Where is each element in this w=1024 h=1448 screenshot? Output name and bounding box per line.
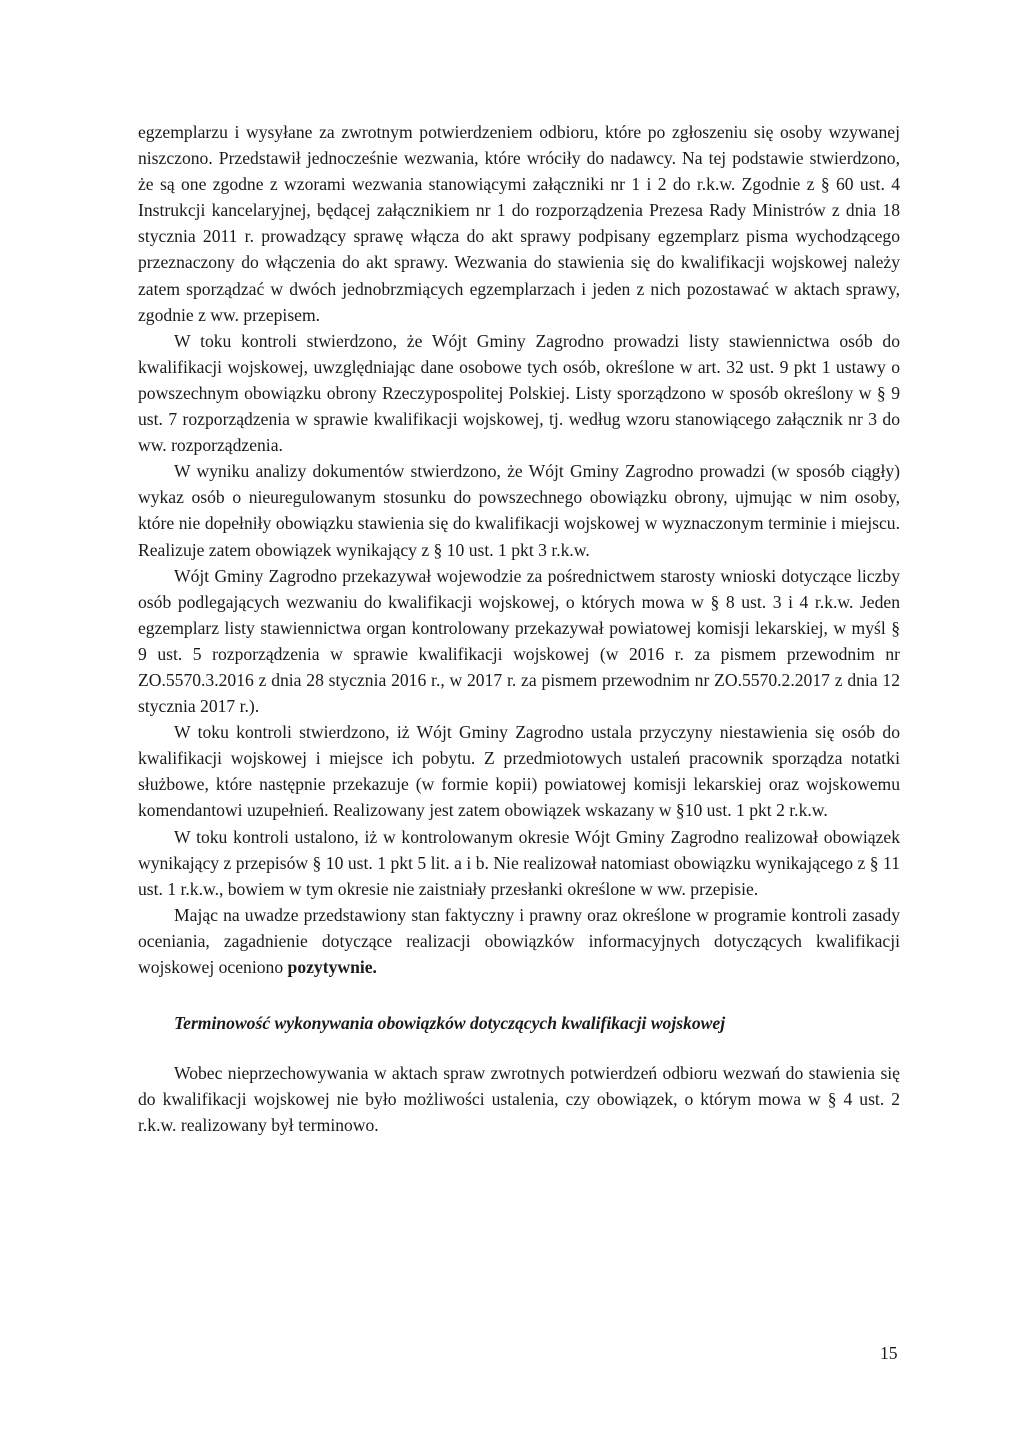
paragraph-6: W toku kontroli ustalono, iż w kontrolowanym okresie Wójt Gminy Zagrodno realizował obowiązek wynikający z przepisów § 10 ust. 1 pkt 5 lit. a i b. Nie realizował natomiast obowiązku wynikającego z § 11 ust. 1 r.k.w., bowiem w tym okresie nie zaistniały przesłanki określone w ww. przepisie. (138, 826, 900, 899)
paragraph-7 (138, 902, 900, 980)
section-heading: Terminowość wykonywania obowiązków dotyczących kwalifikacji wojskowej (174, 1013, 726, 1034)
paragraph-1: egzemplarzu i wysyłane za zwrotnym potwierdzeniem odbioru, które po zgłoszeniu się osoby wzywanej niszczono. Przedstawił jednocześnie wezwania, które wróciły do nadawcy. Na tej podstawie stwierdzono, że są one zgodne z wzorami wezwania stanowiącymi załączniki nr 1 i 2 do r.k.w. Zgodnie z § 60 ust. 4 Instrukcji kancelaryjnej, będącej załącznikiem nr 1 do rozporządzenia Prezesa Rady Ministrów z dnia 18 stycznia 2011 r. prowadzący sprawę włącza do akt sprawy podpisany egzemplarz pisma wychodzącego przeznaczony do włączenia do akt sprawy. Wezwania do stawienia się do kwalifikacji wojskowej należy zatem sporządzać w dwóch jednobrzmiących egzemplarzach i jeden z nich pozostawać w aktach sprawy, zgodnie z ww. przepisem. (138, 122, 900, 325)
paragraph-3: W wyniku analizy dokumentów stwierdzono, że Wójt Gminy Zagrodno prowadzi (w sposób ciągły) wykaz osób o nieuregulowanym stosunku do powszechnego obowiązku obrony, ujmując w nim osoby, które nie dopełniły obowiązku stawienia się do kwalifikacji wojskowej w wyznaczonym terminie i miejscu. Realizuje zatem obowiązek wynikający z § 10 ust. 1 pkt 3 r.k.w. (138, 461, 900, 560)
page-number: 15 (880, 1343, 898, 1363)
section-paragraph: Wobec nieprzechowywania w aktach spraw zwrotnych potwierdzeń odbioru wezwań do stawienia się do kwalifikacji wojskowej nie było możliwości ustalenia, czy obowiązek, o którym mowa w § 4 ust. 2 r.k.w. realizowany był terminowo. (138, 1063, 900, 1136)
paragraph-2: W toku kontroli stwierdzono, że Wójt Gminy Zagrodno prowadzi listy stawiennictwa osób do kwalifikacji wojskowej, uwzględniając dane osobowe tych osób, określone w art. 32 ust. 9 pkt 1 ustawy o powszechnym obowiązku obrony Rzeczypospolitej Polskiej. Listy sporządzono w sposób określony w § 9 ust. 7 rozporządzenia w sprawie kwalifikacji wojskowej, tj. według wzoru stanowiącego załącznik nr 3 do ww. rozporządzenia. (138, 330, 900, 456)
paragraph-7-text: Mając na uwadze przedstawiony stan faktyczny i prawny oraz określone w programie kontroli zasady oceniania, zagadnienie dotyczące realizacji obowiązków informacyjnych dotyczących kwalifikacji wojskowej oceniono (138, 904, 900, 977)
paragraph-5: W toku kontroli stwierdzono, iż Wójt Gminy Zagrodno ustala przyczyny niestawienia się osób do kwalifikacji wojskowej i miejsce ich pobytu. Z przedmiotowych ustaleń pracownik sporządza notatki służbowe, które następnie przekazuje (w formie kopii) powiatowej komisji lekarskiej oraz wojskowemu komendantowi uzupełnień. Realizowany jest zatem obowiązek wskazany w §10 ust. 1 pkt 2 r.k.w. (138, 722, 900, 821)
paragraph-4: Wójt Gminy Zagrodno przekazywał wojewodzie za pośrednictwem starosty wnioski dotyczące liczby osób podlegających wezwaniu do kwalifikacji wojskowej, o których mowa w § 8 ust. 3 i 4 r.k.w. Jeden egzemplarz listy stawiennictwa organ kontrolowany przekazywał powiatowej komisji lekarskiej, w myśl § 9 ust. 5 rozporządzenia w sprawie kwalifikacji wojskowej (w 2016 r. za pismem przewodnim nr ZO.5570.3.2016 z dnia 28 stycznia 2016 r., w 2017 r. za pismem przewodnim nr ZO.5570.2.2017 z dnia 12 stycznia 2017 r.). (138, 565, 900, 717)
document-page (138, 119, 900, 1138)
assessment-result: pozytywnie. (287, 957, 377, 977)
